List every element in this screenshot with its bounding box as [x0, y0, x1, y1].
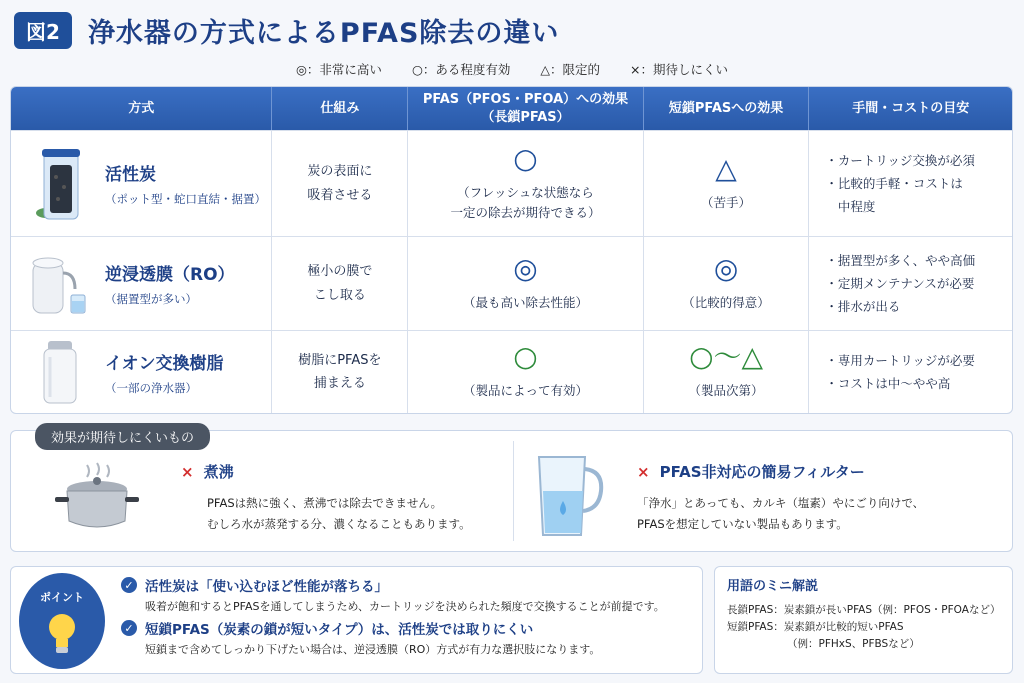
- divider: [513, 441, 514, 541]
- glossary-line: （例：PFHxS、PFBSなど）: [787, 637, 920, 650]
- table-header-row: [11, 87, 1012, 131]
- glossary-title: 用語のミニ解説: [727, 579, 819, 594]
- header-long-chain: PFAS（PFOS・PFOA）への効果 （長鎖PFAS）: [408, 87, 644, 130]
- short-chain-cell: ◎ （比較的得意）: [644, 237, 810, 330]
- boiling-pot-icon: [51, 459, 141, 543]
- resin-cartridge-icon: [25, 332, 95, 412]
- glossary-line: 短鎖PFAS：炭素鎖が比較的短いPFAS: [727, 620, 904, 633]
- method-cell: [11, 131, 272, 236]
- page-title: 浄水器の方式によるPFAS除去の違い: [87, 17, 560, 49]
- legend-item: △：限定的: [540, 62, 600, 77]
- ro-unit-icon: [25, 244, 95, 324]
- legend-item: ○：ある程度有効: [411, 62, 511, 77]
- rating-symbol: △: [715, 151, 737, 185]
- legend-item: ◎：非常に高い: [296, 62, 382, 77]
- cross-icon: ×: [181, 463, 194, 481]
- cost-cell: ・ 専用カートリッジが必要 ・ コストは中～やや高: [809, 331, 1012, 413]
- method-name: 活性炭: [105, 165, 156, 185]
- glossary-box: [714, 566, 1013, 674]
- short-chain-cell: △ （苦手）: [644, 131, 810, 236]
- header-mechanism: 仕組み: [272, 87, 408, 130]
- cost-cell: ・ 据置型が多く、やや高価 ・ 定期メンテナンスが必要 ・ 排水が出る: [809, 237, 1012, 330]
- legend-item: ×：期待しにくい: [629, 62, 728, 77]
- table-row: [11, 237, 1012, 331]
- header-method: 方式: [11, 87, 272, 130]
- long-chain-cell: ◎ （最も高い除去性能）: [408, 237, 644, 330]
- point-item-title: ✓ 活性炭は「使い込むほど性能が落ちる」: [121, 575, 665, 595]
- table-row: [11, 331, 1012, 413]
- check-icon: ✓: [121, 577, 137, 593]
- rating-symbol: ○: [513, 141, 538, 175]
- cost-cell: ・ カートリッジ交換が必須 ・ 比較的手軽・コストは 中程度: [809, 131, 1012, 236]
- short-chain-cell: ○～△ （製品次第）: [644, 331, 810, 413]
- point-label: ポイント: [40, 591, 84, 604]
- carbon-filter-pitcher-icon: [25, 144, 95, 224]
- not-effective-box: [10, 430, 1013, 552]
- header-short-chain: 短鎖PFASへの効果: [644, 87, 810, 130]
- point-item-desc: 吸着が飽和するとPFASを通してしまうため、カートリッジを決められた頻度で交換することが前提です。: [145, 600, 665, 613]
- point-badge: [19, 573, 105, 669]
- long-chain-cell: ○ （製品によって有効）: [408, 331, 644, 413]
- rating-symbol: ○～△: [689, 340, 764, 373]
- rating-symbol: ◎: [513, 251, 538, 285]
- method-name: 逆浸透膜（RO）: [105, 265, 235, 285]
- not-effective-label: 効果が期待しにくいもの: [35, 423, 210, 450]
- mechanism-cell: 樹脂にPFASを 捕まえる: [272, 331, 408, 413]
- long-chain-cell: ○ （フレッシュな状態なら 一定の除去が期待できる）: [408, 131, 644, 236]
- method-sub: （ポット型・蛇口直結・据置）: [105, 192, 266, 206]
- lightbulb-icon: [45, 611, 79, 657]
- method-sub: （一部の浄水器）: [105, 380, 197, 395]
- cross-icon: ×: [637, 463, 650, 481]
- comparison-table: [10, 86, 1013, 414]
- table-row: [11, 131, 1012, 237]
- warning-desc: 「浄水」とあっても、カルキ（塩素）やにごり向けで、 PFASを想定していない製品もあります。: [637, 496, 925, 531]
- rating-symbol: ◎: [713, 251, 739, 285]
- mechanism-cell: 炭の表面に 吸着させる: [272, 131, 408, 236]
- check-icon: ✓: [121, 620, 137, 636]
- warning-desc: PFASは熱に強く、煮沸では除去できません。 むしろ水が蒸発する分、濃くなることもあります。: [207, 496, 471, 531]
- point-item-desc: 短鎖まで含めてしっかり下げたい場合は、逆浸透膜（RO）方式が有力な選択肢になります。: [145, 643, 601, 656]
- page-header: [14, 10, 559, 50]
- method-name: イオン交換樹脂: [105, 353, 224, 374]
- mechanism-cell: 極小の膜で こし取る: [272, 237, 408, 330]
- glossary-line: 長鎖PFAS：炭素鎖が長いPFAS（例：PFOS・PFOAなど）: [727, 604, 1001, 616]
- header-cost: 手間・コストの目安: [852, 100, 970, 116]
- symbol-legend: [0, 60, 1024, 78]
- warning-title: PFAS非対応の簡易フィルター: [659, 463, 865, 481]
- warning-title: 煮沸: [203, 463, 234, 481]
- point-item-title: ✓ 短鎖PFAS（炭素の鎖が短いタイプ）は、活性炭では取りにくい: [121, 618, 665, 638]
- method-cell: [11, 237, 272, 330]
- method-sub: （据置型が多い）: [105, 292, 197, 306]
- method-cell: [11, 331, 272, 413]
- water-pitcher-icon: [527, 459, 607, 543]
- figure-badge: 図2: [14, 12, 72, 49]
- rating-symbol: ○: [513, 340, 538, 373]
- point-box: [10, 566, 703, 674]
